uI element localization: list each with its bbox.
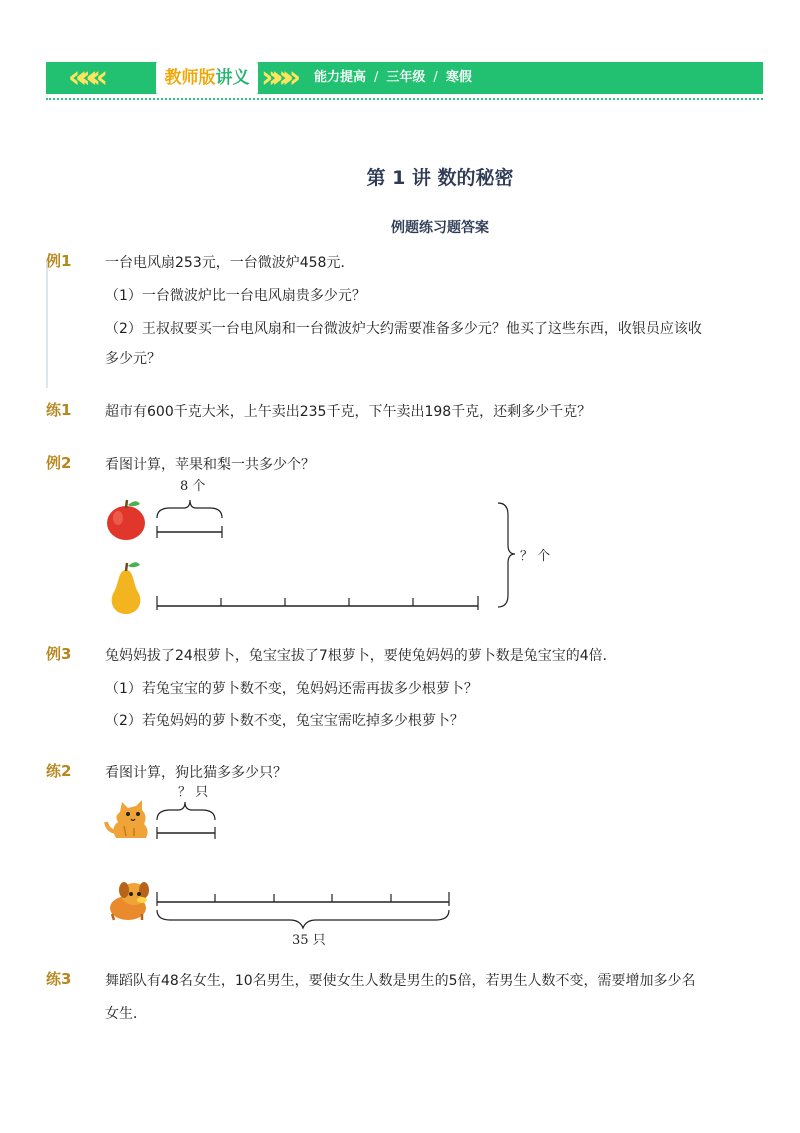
apple-count-label: 8 个: [180, 479, 206, 494]
ex1-line: 多少元？: [105, 351, 161, 367]
pr3-line: 舞蹈队有48名女生，10名男生，要使女生人数是男生的5倍，若男生人数不变，需要增加多少名: [105, 973, 696, 989]
dog-brace: [157, 910, 449, 928]
cat-brace: [157, 802, 215, 820]
breadcrumb-item: 三年级: [386, 70, 426, 85]
page-title: 第 1 讲 数的秘密: [366, 167, 514, 189]
ex3-line: 兔妈妈拔了24根萝卜，兔宝宝拔了7根萝卜，要使兔妈妈的萝卜数是兔宝宝的4倍．: [105, 648, 617, 664]
chevron-right-icon: »»»: [261, 60, 293, 95]
label-ex2: 例2: [46, 454, 72, 472]
cat-count-label: ？ 只: [178, 785, 209, 800]
brand-text-2: 讲义: [215, 68, 250, 88]
label-ex1: 例1: [46, 252, 72, 270]
breadcrumb-separator: /: [433, 70, 438, 85]
chevron-left-icon: «««: [68, 60, 100, 95]
label-pr1: 练1: [46, 401, 72, 419]
ex2-line: 看图计算，苹果和梨一共多少个？: [105, 457, 315, 473]
breadcrumb-item: 能力提高: [314, 70, 367, 85]
dog-count-label: 35 只: [292, 933, 326, 948]
label-pr2: 练2: [46, 762, 72, 780]
ex3-line: （2）若兔妈妈的萝卜数不变，兔宝宝需吃掉多少根萝卜？: [105, 713, 464, 729]
ex3-line: （1）若兔宝宝的萝卜数不变，兔妈妈还需再拔多少根萝卜？: [105, 681, 478, 697]
ex1-line: 一台电风扇253元，一台微波炉458元．: [105, 255, 355, 271]
pr1-line: 超市有600千克大米，上午卖出235千克，下午卖出198千克，还剩多少千克？: [105, 404, 592, 420]
breadcrumb-separator: /: [374, 70, 379, 85]
breadcrumb-item: 寒假: [445, 70, 472, 85]
label-pr3: 练3: [46, 970, 72, 988]
page-subtitle: 例题练习题答案: [391, 220, 489, 236]
pr3-line: 女生．: [105, 1006, 147, 1022]
pr2-line: 看图计算，狗比猫多多少只？: [105, 765, 287, 781]
ex1-line: （2）王叔叔要买一台电风扇和一台微波炉大约需要准备多少元？他买了这些东西，收银员应该收: [105, 321, 702, 337]
label-ex3: 例3: [46, 645, 72, 663]
brand-text-1: 教师版: [164, 68, 216, 88]
total-label: ？ 个: [520, 549, 551, 564]
ex1-line: （1）一台微波炉比一台电风扇贵多少元？: [105, 288, 366, 304]
